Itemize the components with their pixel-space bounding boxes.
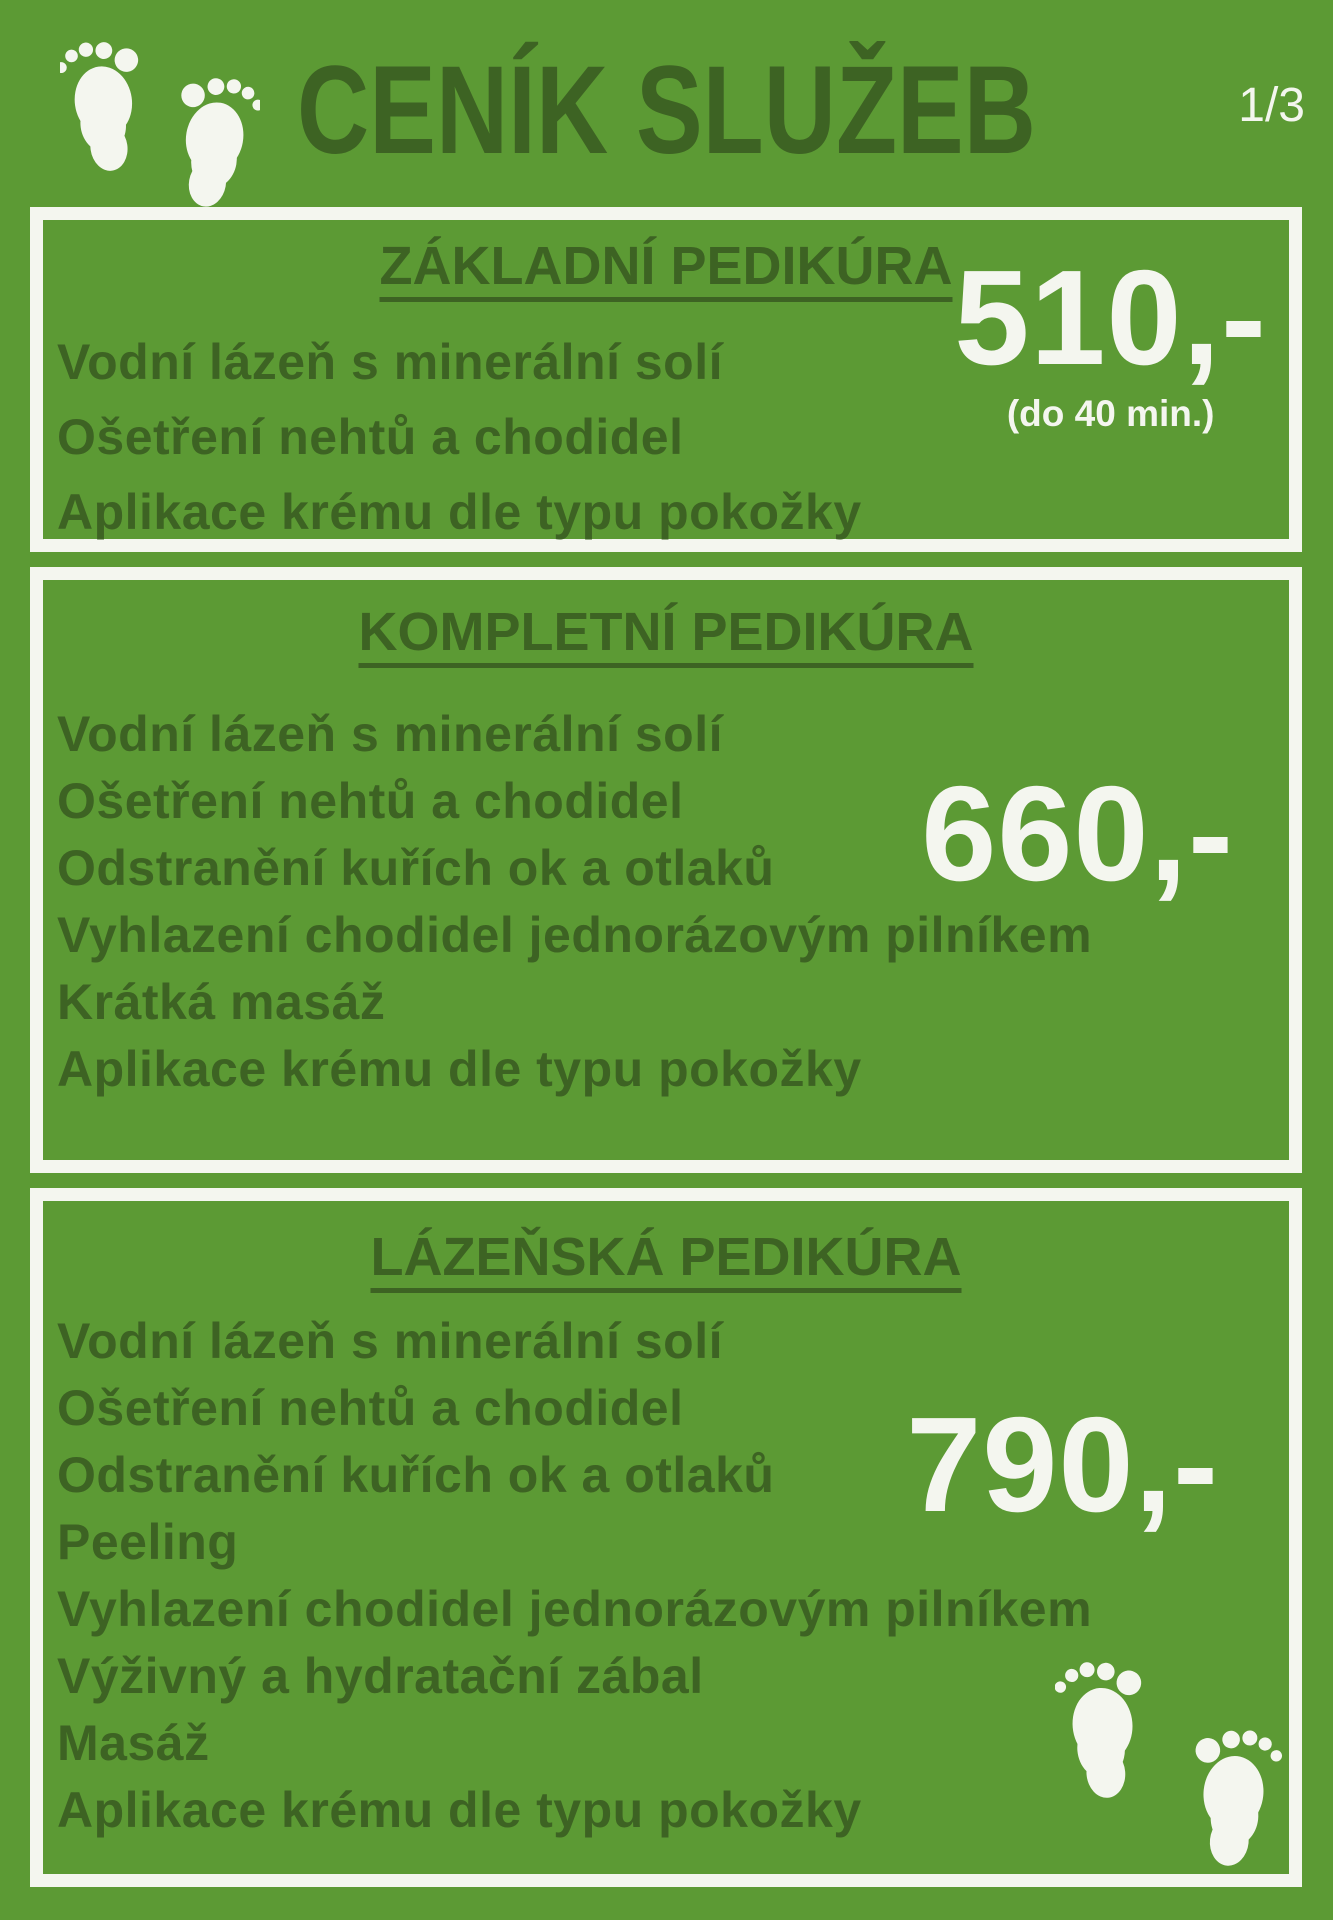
page-title: CENÍK SLUŽEB (297, 41, 1036, 180)
section-heading: LÁZEŇSKÁ PEDIKÚRA (370, 1227, 962, 1287)
service-item: Aplikace krému dle typu pokožky (57, 1040, 862, 1097)
service-item: Vodní lázeň s minerální solí (57, 1312, 724, 1369)
section-heading: ZÁKLADNÍ PEDIKÚRA (379, 236, 953, 296)
service-item: Krátká masáž (57, 973, 386, 1030)
section-heading: KOMPLETNÍ PEDIKÚRA (358, 602, 974, 662)
price-block (921, 760, 1234, 909)
service-item: Aplikace krému dle typu pokožky (57, 483, 862, 540)
price-block (954, 244, 1267, 432)
price-value: 660,- (921, 758, 1234, 909)
footprints-icon (1055, 1642, 1283, 1870)
service-item: Aplikace krému dle typu pokožky (57, 1781, 862, 1838)
service-item: Výživný a hydratační zábal (57, 1647, 704, 1704)
page-number: 1/3 (1238, 79, 1305, 132)
price-block (906, 1391, 1219, 1540)
section-card-lazenska-pedikura (30, 1188, 1302, 1887)
service-item: Masáž (57, 1714, 210, 1771)
price-note: (do 40 min.) (1006, 392, 1215, 434)
service-item: Vodní lázeň s minerální solí (57, 705, 724, 762)
service-item: Odstranění kuřích ok a otlaků (57, 839, 775, 896)
service-item: Vyhlazení chodidel jednorázovým pilníkem (57, 1580, 1093, 1637)
section-card-kompletni-pedikura (30, 567, 1302, 1173)
service-item: Vyhlazení chodidel jednorázovým pilníkem (57, 906, 1093, 963)
service-item: Peeling (57, 1513, 239, 1570)
price-value: 510,- (954, 242, 1267, 393)
service-item: Ošetření nehtů a chodidel (57, 408, 684, 465)
section-card-zakladni-pedikura (30, 207, 1302, 552)
price-value: 790,- (906, 1389, 1219, 1540)
service-item: Odstranění kuřích ok a otlaků (57, 1446, 775, 1503)
service-item: Vodní lázeň s minerální solí (57, 333, 724, 390)
service-item: Ošetření nehtů a chodidel (57, 772, 684, 829)
service-item: Ošetření nehtů a chodidel (57, 1379, 684, 1436)
